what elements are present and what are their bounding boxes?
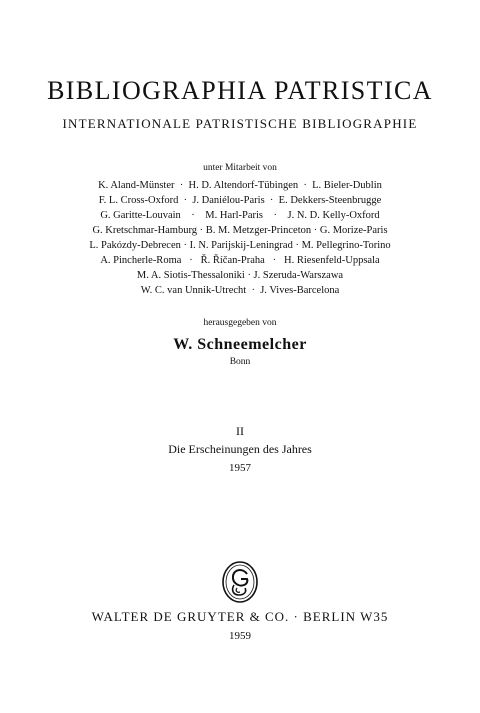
editor-city: Bonn	[229, 357, 251, 367]
contributor-line: G. Kretschmar-Hamburg · B. M. Metzger-Princeton · G. Morize-Paris	[92, 225, 388, 236]
editor-intro: herausgegeben von	[203, 318, 277, 328]
publisher-line: WALTER DE GRUYTER & CO. · BERLIN W35	[91, 609, 389, 624]
publication-year: 1959	[229, 630, 251, 642]
contributor-line: L. Pakózdy-Debrecen · I. N. Parijskij-Leningrad · M. Pellegrino-Torino	[89, 240, 391, 251]
contributor-line: F. L. Cross-Oxford · J. Daniélou-Paris · E. Dekkers-Steenbrugge	[98, 195, 382, 206]
book-subtitle: INTERNATIONALE PATRISTISCHE BIBLIOGRAPHIE	[62, 116, 418, 131]
editor-name: W. Schneemelcher	[173, 336, 307, 353]
volume-description: Die Erscheinungen des Jahres	[168, 442, 312, 456]
contributor-line: G. Garitte-Louvain · M. Harl-Paris · J. N. D. Kelly-Oxford	[100, 210, 380, 221]
contributor-line: M. A. Siotis-Thessaloniki · J. Szeruda-Warszawa	[136, 270, 344, 281]
contributor-line: W. C. van Unnik-Utrecht · J. Vives-Barcelona	[140, 285, 340, 296]
publisher-monogram-icon	[221, 560, 259, 604]
collaboration-intro: unter Mitarbeit von	[203, 163, 277, 173]
contributor-line: K. Aland-Münster · H. D. Altendorf-Tübingen · L. Bieler-Dublin	[98, 180, 382, 191]
volume-number: II	[236, 424, 244, 438]
volume-year: 1957	[229, 462, 251, 474]
contributor-line: A. Pincherle-Roma · Ř. Říčan-Praha · H. Riesenfeld-Uppsala	[100, 255, 380, 266]
book-title: BIBLIOGRAPHIA PATRISTICA	[47, 76, 433, 105]
